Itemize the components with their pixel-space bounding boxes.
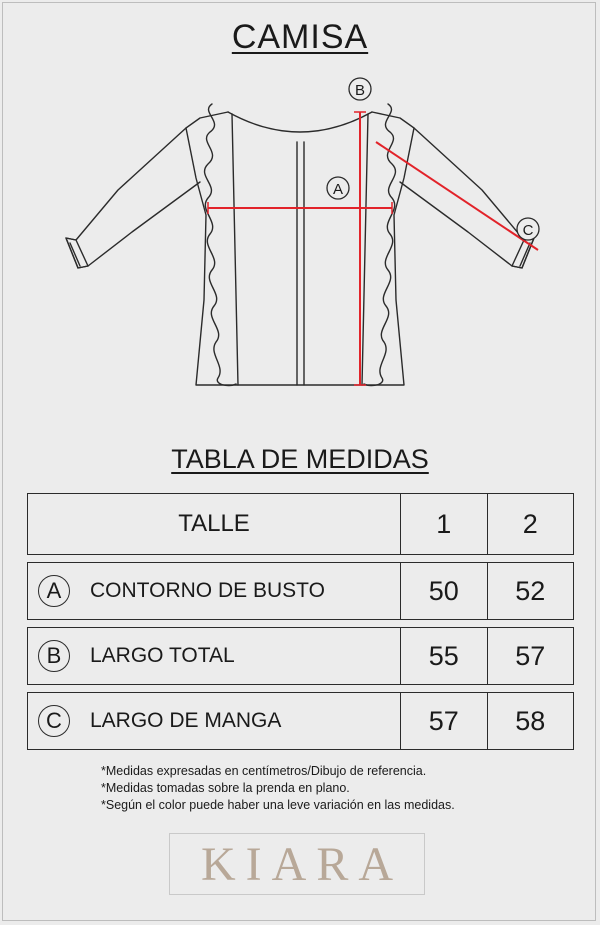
shirt-neckline: [228, 112, 372, 132]
footnote: *Medidas tomadas sobre la prenda en plano.: [101, 781, 350, 795]
shirt-diagram: [0, 70, 600, 410]
marker-b-label: B: [354, 82, 366, 99]
sleeve-measure-line: [376, 142, 538, 250]
row-value-size-2: 58: [487, 693, 573, 750]
table-row-length: [28, 628, 574, 685]
left-sleeve: [66, 128, 200, 268]
table-title: TABLA DE MEDIDAS: [171, 444, 429, 474]
table-row-bust: [28, 563, 574, 620]
row-value-size-1: 50: [401, 563, 487, 620]
row-label: CONTORNO DE BUSTO: [90, 579, 325, 602]
brand-logo-text: KIARA: [201, 838, 403, 891]
left-cuff: [66, 238, 88, 268]
header-size-label: TALLE: [28, 494, 401, 555]
row-letter-badge: A: [38, 575, 70, 607]
measurements-table: [27, 493, 574, 750]
right-sleeve: [400, 128, 534, 268]
header-size-2: 2: [487, 494, 573, 555]
marker-a-label: A: [332, 181, 344, 198]
right-ruffle: [364, 104, 395, 386]
left-ruffle: [205, 104, 236, 386]
table-header-row: [28, 494, 574, 555]
row-value-size-2: 52: [487, 563, 573, 620]
right-cuff: [512, 238, 534, 268]
row-value-size-2: 57: [487, 628, 573, 685]
table-row-sleeve: [28, 693, 574, 750]
footnotes: [101, 763, 455, 814]
brand-logo: [169, 833, 425, 895]
shirt-placket: [297, 142, 304, 385]
row-value-size-1: 57: [401, 693, 487, 750]
row-letter-badge: B: [38, 640, 70, 672]
footnote: *Según el color puede haber una leve variación en las medidas.: [101, 798, 455, 812]
row-value-size-1: 55: [401, 628, 487, 685]
footnote: *Medidas expresadas en centímetros/Dibujo de referencia.: [101, 764, 427, 778]
row-label: LARGO DE MANGA: [90, 709, 282, 732]
header-size-1: 1: [401, 494, 487, 555]
row-letter-badge: C: [38, 705, 70, 737]
page-title: CAMISA: [231, 18, 369, 56]
row-label: LARGO TOTAL: [90, 644, 235, 667]
marker-c-label: C: [522, 222, 534, 239]
shirt-body-outline: [186, 112, 414, 385]
